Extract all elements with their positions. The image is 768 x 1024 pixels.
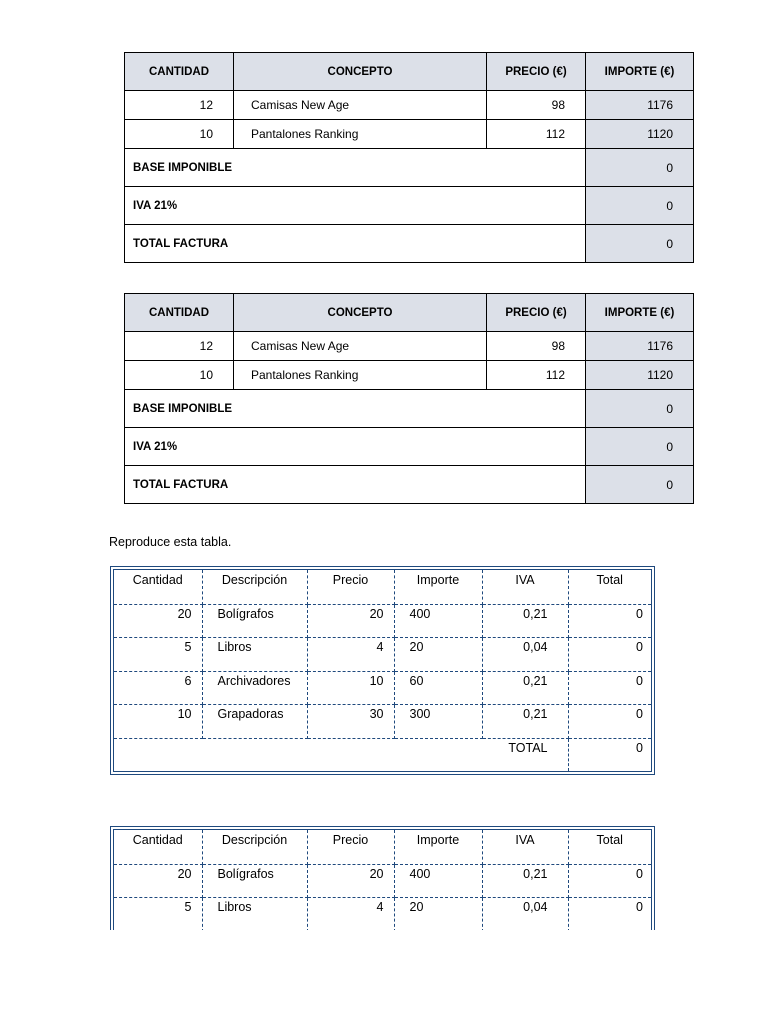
product-table-1-frame [110,566,655,775]
cell-total: 0 [568,864,651,898]
header-concepto: CONCEPTO [234,294,487,332]
cell-precio: 98 [487,332,586,361]
cell-cantidad: 10 [114,705,202,739]
summary-value: 0 [586,149,694,187]
header-precio: Precio [307,830,394,864]
cell-precio: 30 [307,705,394,739]
cell-importe: 20 [394,898,482,931]
total-row [114,738,651,771]
header-total: Total [568,570,651,604]
cell-cantidad: 5 [114,638,202,672]
header-importe: IMPORTE (€) [586,294,694,332]
cell-precio: 20 [307,604,394,638]
summary-value: 0 [586,225,694,263]
header-cantidad: CANTIDAD [125,294,234,332]
instruction-text: Reproduce esta tabla. [109,535,232,549]
summary-value: 0 [586,187,694,225]
cell-descripcion: Bolígrafos [202,604,307,638]
cell-precio: 10 [307,671,394,705]
cell-cantidad: 10 [125,361,234,390]
header-descripcion: Descripción [202,570,307,604]
header-cantidad: Cantidad [114,830,202,864]
cell-cantidad: 10 [125,120,234,149]
summary-label: IVA 21% [125,428,586,466]
cell-importe: 400 [394,864,482,898]
table-row [125,332,694,361]
table-row [114,864,651,898]
summary-row-total [125,466,694,504]
table-row [125,120,694,149]
cell-importe: 60 [394,671,482,705]
cell-importe: 1120 [586,120,694,149]
summary-label: IVA 21% [125,187,586,225]
table-header-row [114,570,651,604]
table-row [125,361,694,390]
cell-iva: 0,21 [482,604,568,638]
cell-precio: 20 [307,864,394,898]
table-row [114,604,651,638]
cell-concepto: Camisas New Age [234,91,487,120]
header-precio: Precio [307,570,394,604]
cell-cantidad: 6 [114,671,202,705]
cell-importe: 1176 [586,91,694,120]
cell-cantidad: 12 [125,91,234,120]
table-row [125,91,694,120]
summary-row-iva [125,187,694,225]
table-header-row [125,53,694,91]
cell-total: 0 [568,705,651,739]
header-concepto: CONCEPTO [234,53,487,91]
cell-cantidad: 20 [114,864,202,898]
summary-label: TOTAL FACTURA [125,466,586,504]
header-descripcion: Descripción [202,830,307,864]
total-value: 0 [636,740,643,755]
header-cantidad: Cantidad [114,570,202,604]
cell-total: 0 [568,638,651,672]
table-row [114,898,651,931]
cell-iva: 0,21 [482,671,568,705]
cell-importe: 300 [394,705,482,739]
cell-iva: 0,21 [482,864,568,898]
header-precio: PRECIO (€) [487,53,586,91]
product-table-1 [114,570,651,771]
cell-cantidad: 20 [114,604,202,638]
cell-descripcion: Archivadores [202,671,307,705]
cell-precio: 112 [487,120,586,149]
cell-importe: 1120 [586,361,694,390]
header-precio: PRECIO (€) [487,294,586,332]
cell-descripcion: Grapadoras [202,705,307,739]
table-row [114,705,651,739]
product-table-2 [114,830,651,930]
header-iva: IVA [482,570,568,604]
summary-label: BASE IMPONIBLE [125,390,586,428]
cell-concepto: Pantalones Ranking [234,361,487,390]
cell-concepto: Pantalones Ranking [234,120,487,149]
table-header-row [114,830,651,864]
summary-label: BASE IMPONIBLE [125,149,586,187]
cell-importe: 20 [394,638,482,672]
summary-label: TOTAL FACTURA [125,225,586,263]
cell-total: 0 [568,898,651,931]
cell-importe: 400 [394,604,482,638]
header-importe: Importe [394,570,482,604]
header-cantidad: CANTIDAD [125,53,234,91]
summary-value: 0 [586,390,694,428]
summary-value: 0 [586,428,694,466]
summary-value: 0 [586,466,694,504]
header-importe: IMPORTE (€) [586,53,694,91]
table-row [114,638,651,672]
cell-descripcion: Libros [202,638,307,672]
cell-iva: 0,21 [482,705,568,739]
summary-row-base [125,390,694,428]
cell-iva: 0,04 [482,638,568,672]
cell-precio: 112 [487,361,586,390]
cell-precio: 4 [307,638,394,672]
cell-precio: 4 [307,898,394,931]
cell-precio: 98 [487,91,586,120]
cell-descripcion: Libros [202,898,307,931]
header-iva: IVA [482,830,568,864]
cell-total: 0 [568,671,651,705]
cell-cantidad: 5 [114,898,202,931]
summary-row-base [125,149,694,187]
summary-row-total [125,225,694,263]
cell-descripcion: Bolígrafos [202,864,307,898]
cell-cantidad: 12 [125,332,234,361]
cell-total: 0 [568,604,651,638]
header-importe: Importe [394,830,482,864]
table-header-row [125,294,694,332]
summary-row-iva [125,428,694,466]
cell-iva: 0,04 [482,898,568,931]
table-row [114,671,651,705]
product-table-2-frame [110,826,655,930]
cell-concepto: Camisas New Age [234,332,487,361]
total-label: TOTAL [114,738,568,771]
invoice-table-2 [124,293,694,504]
header-total: Total [568,830,651,864]
invoice-table-1 [124,52,694,263]
cell-importe: 1176 [586,332,694,361]
